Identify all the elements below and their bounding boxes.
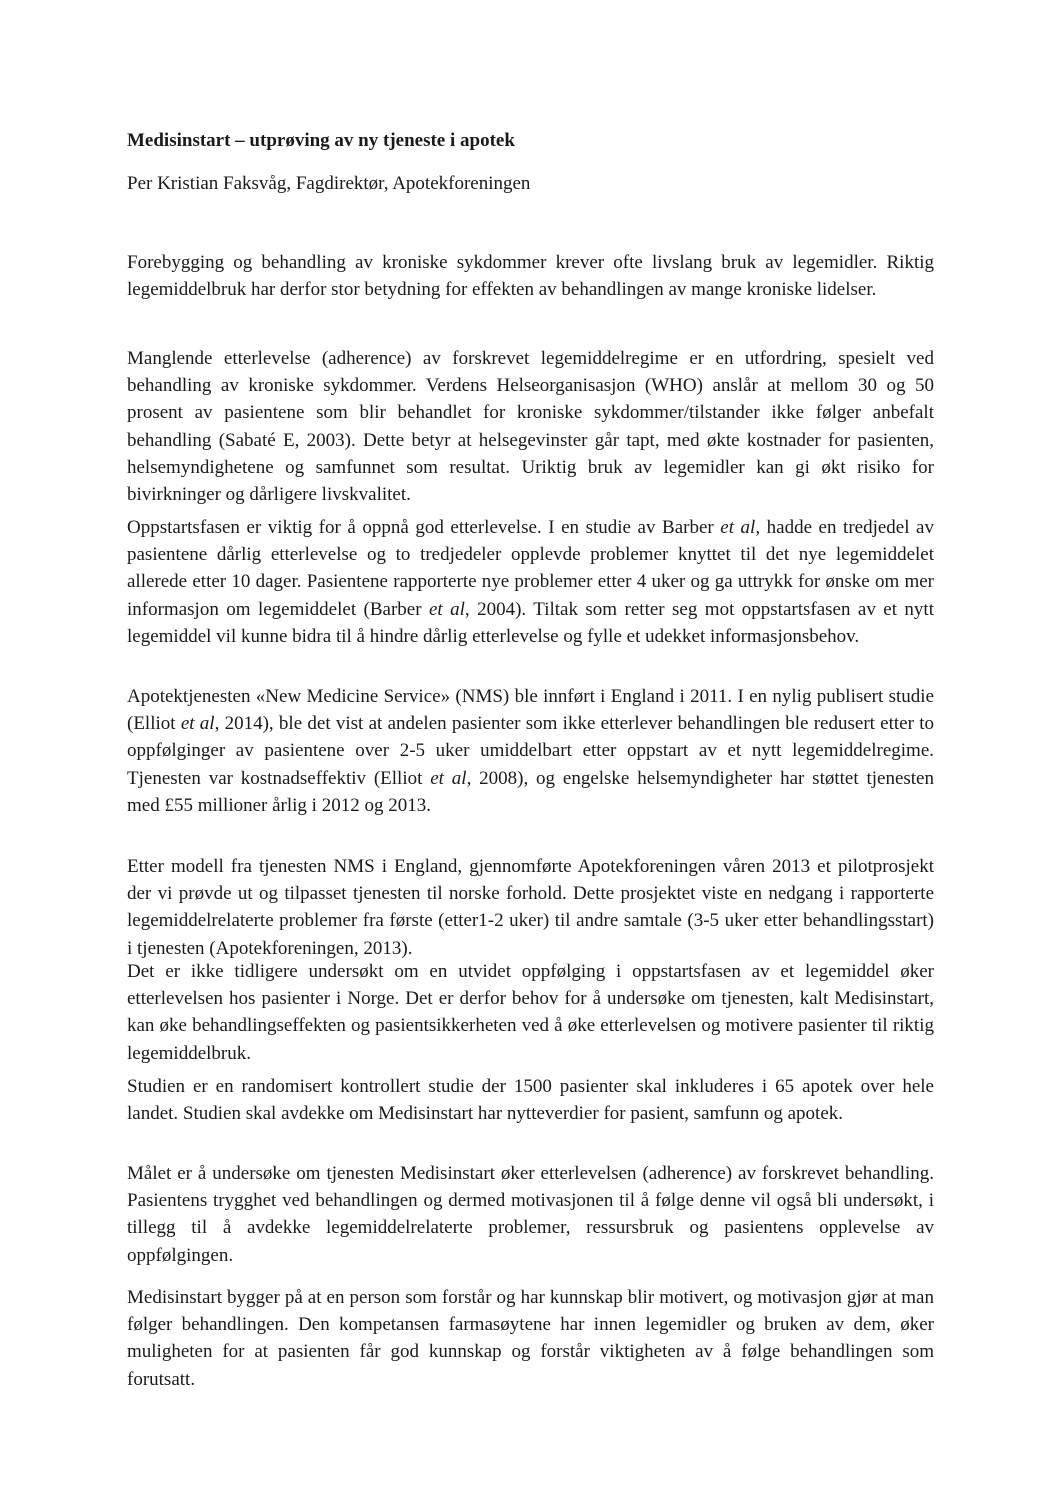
paragraph-text: Etter modell fra tjenesten NMS i England, gjennomførte Apotekforeningen våren 2013 et pilotprosjekt der vi prøvde ut og tilpasset tjenesten til norske forhold. Dette prosjektet viste en nedgang i rapporterte legemiddelrelaterte problemer fra første (etter1-2 uker) til andre samtale (3-5 uker etter behandlingsstart) i tjenesten (Apotekforeningen, 2013).: [127, 856, 934, 959]
paragraph-text: Forebygging og behandling av kroniske sykdommer krever ofte livslang bruk av legemidler. Riktig legemiddelbruk har derfor stor betydning for effekten av behandlingen av mange kroniske lidelser.: [127, 252, 934, 301]
citation-italic: et al: [180, 713, 215, 735]
document-author: Per Kristian Faksvåg, Fagdirektør, Apotekforeningen: [127, 173, 531, 194]
paragraph-goal: [127, 1160, 934, 1269]
citation-italic: et al: [430, 767, 467, 789]
citation-italic: et al: [428, 598, 465, 620]
paragraph-text: , 2014), ble det vist at andelen pasienter som ikke etterlever behandlingen ble redusert etter to oppfølginger av pasientene over 2-5 uker umiddelbart etter oppstart av et nytt legemiddelregime. Tjenesten var kostnadseffektiv (Elliot: [127, 713, 934, 789]
paragraph-startup-phase: [127, 514, 934, 650]
paragraph-adherence: [127, 345, 934, 508]
paragraph-text: Manglende etterlevelse (adherence) av forskrevet legemiddelregime er en utfordring, spesielt ved behandling av kroniske sykdommer. Verdens Helseorganisasjon (WHO) anslår at mellom 30 og 50 prosent av pasientene som blir behandlet for kroniske sykdommer/tilstander ikke følger anbefalt behandling (Sabaté E, 2003). Dette betyr at helsegevinster går tapt, med økte kostnader for pasienten, helsemyndighetene og samfunnet som resultat. Uriktig bruk av legemidler kan gi økt risiko for bivirkninger og dårligere livskvalitet.: [127, 348, 934, 506]
paragraph-intro: [127, 249, 934, 303]
paragraph-nms: [127, 683, 934, 819]
paragraph-text: Apotektjenesten «New Medicine Service» (NMS) ble innført i England i 2011. I en nylig publisert studie (Elliot: [127, 686, 934, 735]
citation-italic: et al,: [720, 517, 761, 538]
document-title: Medisinstart – utprøving av ny tjeneste i apotek: [127, 130, 515, 151]
paragraph-text: , 2008), og engelske helsemyndigheter har støttet tjenesten med £55 millioner årlig i 2012 og 2013.: [127, 767, 934, 816]
paragraph-text: hadde en tredjedel av pasientene dårlig etterlevelse og to tredjedeler opplevde problemer knyttet til det nye legemiddelet allerede etter 10 dager. Pasientene rapporterte nye problemer etter 4 uker og ga uttrykk for ønske om mer informasjon om legemiddelet (Barber: [127, 517, 934, 620]
paragraph-text: Studien er en randomisert kontrollert studie der 1500 pasienter skal inkluderes i 65 apotek over hele landet. Studien skal avdekke om Medisinstart har nytteverdier for pasient, samfunn og apotek.: [127, 1076, 934, 1125]
paragraph-text: Målet er å undersøke om tjenesten Medisinstart øker etterlevelsen (adherence) av forskrevet behandling. Pasientens trygghet ved behandlingen og dermed motivasjonen til å følge denne vil også bli undersøkt, i tillegg til å avdekke legemiddelrelaterte problemer, ressursbruk og pasientens opplevelse av oppfølgingen.: [127, 1163, 934, 1266]
paragraph-text: Medisinstart bygger på at en person som forstår og har kunnskap blir motivert, og motivasjon gjør at man følger behandlingen. Den kompetansen farmasøytene har innen legemidler og bruken av dem, øker muligheten for at pasienten får god kunnskap og forstår viktigheten av å følge behandlingen som forutsatt.: [127, 1287, 934, 1390]
paragraph-text: Oppstartsfasen er viktig for å oppnå god etterlevelse. I en studie av Barber: [127, 517, 721, 538]
paragraph-study: [127, 1073, 934, 1127]
paragraph-text: Det er ikke tidligere undersøkt om en utvidet oppfølging i oppstartsfasen av et legemiddel øker etterlevelsen hos pasienter i Norge. Det er derfor behov for å undersøke om tjenesten, kalt Medisinstart, kan øke behandlingseffekten og pasientsikkerheten ved å øke etterlevelsen og motivere pasienter til riktig legemiddelbruk.: [127, 961, 934, 1064]
paragraph-knowledge: [127, 1284, 934, 1393]
paragraph-need: [127, 958, 934, 1067]
paragraph-text: , 2004). Tiltak som retter seg mot oppstartsfasen av et nytt legemiddel vil kunne bidra til å hindre dårlig etterlevelse og fylle et udekket informasjonsbehov.: [127, 598, 934, 647]
paragraph-pilot: [127, 853, 934, 962]
